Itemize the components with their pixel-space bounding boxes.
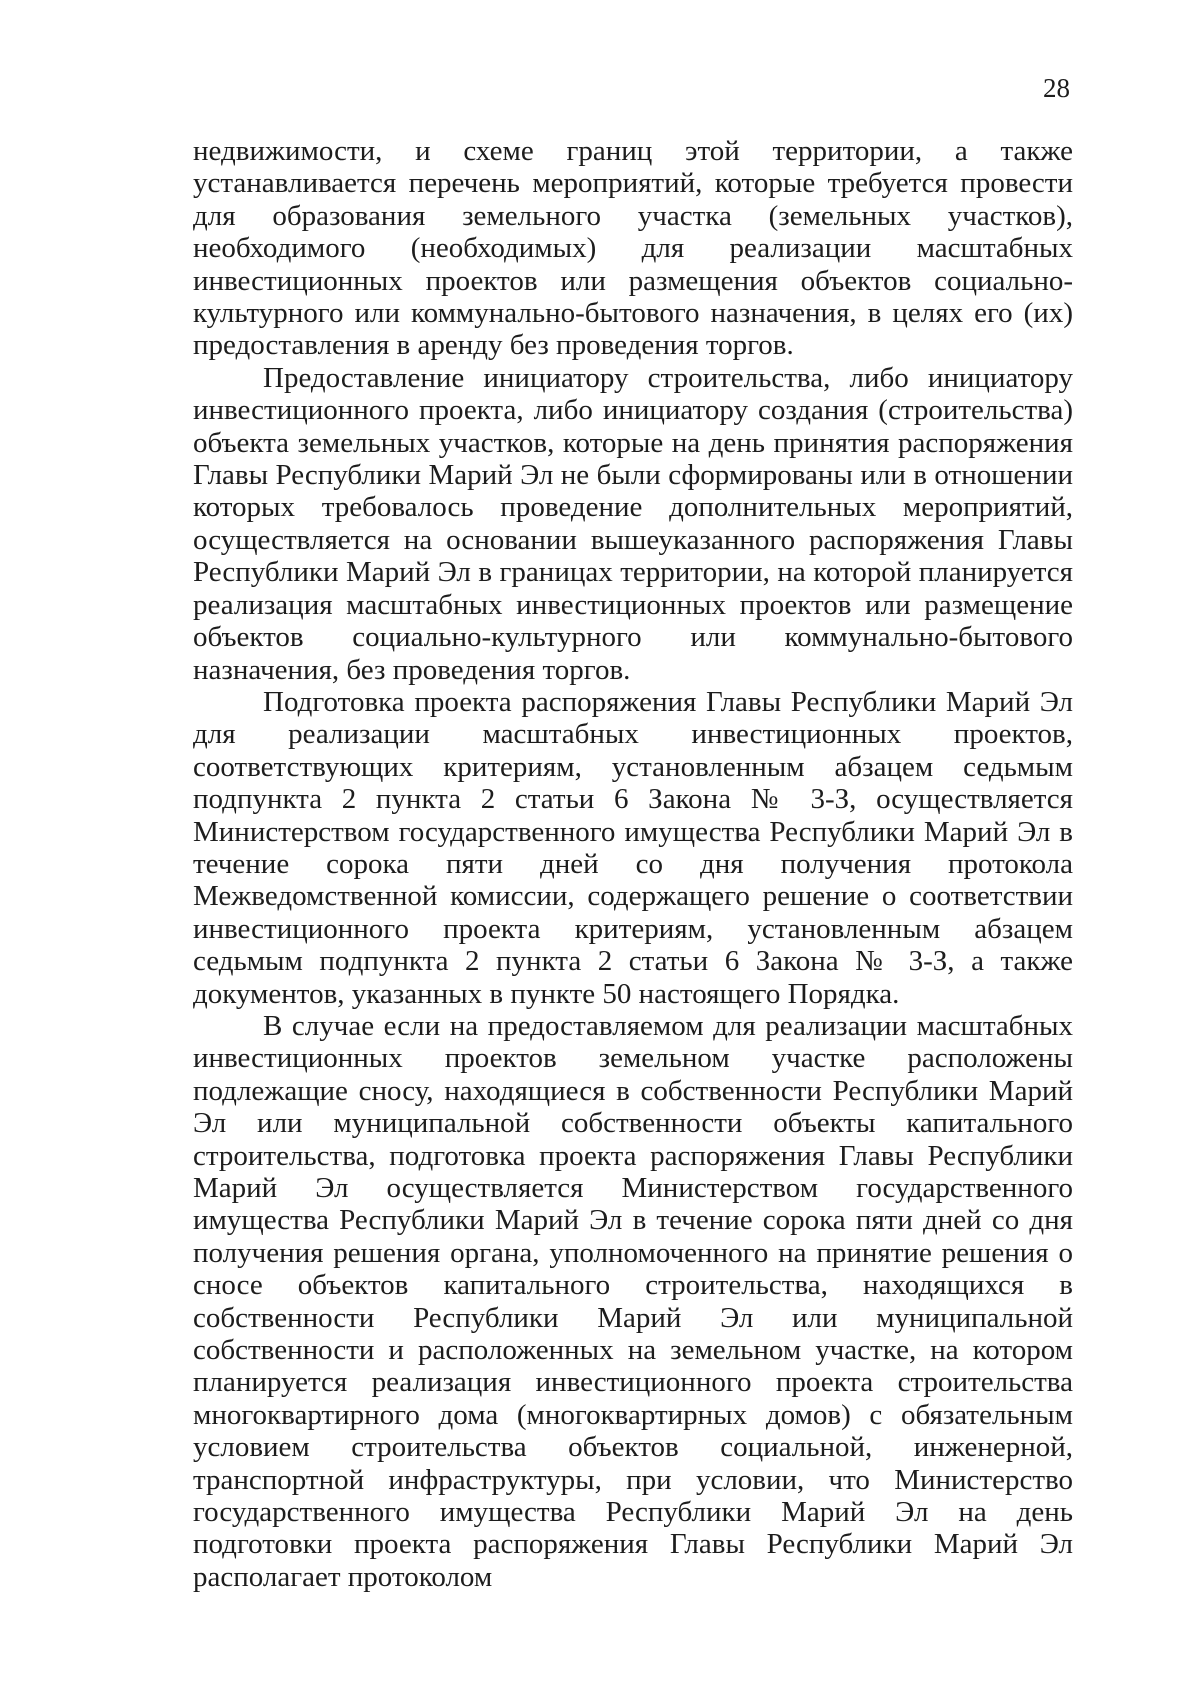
paragraph-4: В случае если на предоставляемом для реализации масштабных инвестиционных проектов земельном участке расположены подлежащие сносу, находящиеся в собственности Республики Марий Эл или муниципальной собственности объекты капитального строительства, подготовка проекта распоряжения Главы Республики Марий Эл осуществляется Министерством государственного имущества Республики Марий Эл в течение сорока пяти дней со дня получения решения органа, уполномоченного на принятие решения о сносе объектов капитального строительства, находящихся в собственности Республики Марий Эл или муниципальной собственности и расположенных на земельном участке, на котором планируется реализация инвестиционного проекта строительства многоквартирного дома (многоквартирных домов) с обязательным условием строительства объектов социальной, инженерной, транспортной инфраструктуры, при условии, что Министерство государственного имущества Республики Марий Эл на день подготовки проекта распоряжения Главы Республики Марий Эл располагает протоколом: [193, 1009, 1073, 1593]
document-body: [193, 135, 1073, 1593]
paragraph-3: Подготовка проекта распоряжения Главы Республики Марий Эл для реализации масштабных инвестиционных проектов, соответствующих критериям, установленным абзацем седьмым подпункта 2 пункта 2 статьи 6 Закона № 3-З, осуществляется Министерством государственного имущества Республики Марий Эл в течение сорока пяти дней со дня получения протокола Межведомственной комиссии, содержащего решение о соответствии инвестиционного проекта критериям, установленным абзацем седьмым подпункта 2 пункта 2 статьи 6 Закона № 3-З, а также документов, указанных в пункте 50 настоящего Порядка.: [193, 685, 1073, 1010]
page-number: 28: [1043, 73, 1070, 103]
paragraph-1: недвижимости, и схеме границ этой территории, а также устанавливается перечень мероприятий, которые требуется провести для образования земельного участка (земельных участков), необходимого (необходимых) для реализации масштабных инвестиционных проектов или размещения объектов социально-культурного или коммунально-бытового назначения, в целях его (их) предоставления в аренду без проведения торгов.: [193, 135, 1073, 362]
paragraph-2: Предоставление инициатору строительства, либо инициатору инвестиционного проекта, либо инициатору создания (строительства) объекта земельных участков, которые на день принятия распоряжения Главы Республики Марий Эл не были сформированы или в отношении которых требовалось проведение дополнительных мероприятий, осуществляется на основании вышеуказанного распоряжения Главы Республики Марий Эл в границах территории, на которой планируется реализация масштабных инвестиционных проектов или размещение объектов социально-культурного или коммунально-бытового назначения, без проведения торгов.: [193, 361, 1073, 686]
